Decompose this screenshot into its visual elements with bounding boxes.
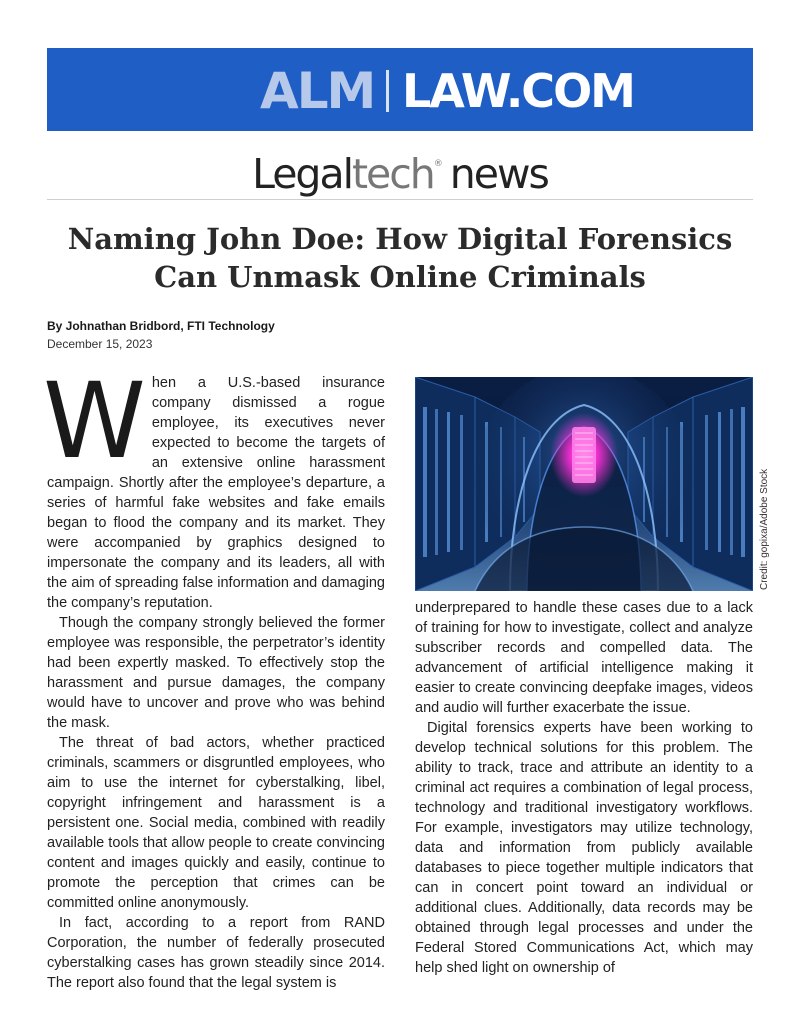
article-column-left: [43, 360, 385, 993]
logo-divider: [386, 70, 389, 112]
header-divider: [47, 199, 753, 200]
paragraph-3: The threat of bad actors, whether practiced criminals, scammers or disgruntled employees, who aim to use the internet for cyberstalking, libel, copyright infringement and harassment is a persistent one. Social media, combined with readily available tools that allow people to create convincing content and images quickly and easily, continue to promote the perception that crimes can be committed online anonymously.: [47, 735, 385, 911]
article-date: December 15, 2023: [47, 337, 153, 351]
law-com-logo: LAW.COM: [402, 64, 634, 118]
paragraph-1-text: hen a U.S.-based insurance company dismissed a rogue employee, its executives never expected to become the targets of an extensive online harassment campaign. Shortly after the employee’s departure, a series of harmful fake websites and fake emails began to flood the company and its market. They were accompanied by graphics designed to impersonate the company and its leaders, all with the aim of spreading false information and damaging the company’s reputation.: [47, 375, 385, 611]
brand-tech: tech: [351, 150, 434, 198]
paragraph-6: Digital forensics experts have been working to develop technical solutions for this problem. The ability to track, trace and attribute an identity to a criminal act requires a combination of legal process, technology and traditional investigatory workflows. For example, investigators may utilize technology, data and information from publicly available databases to piece together multiple indicators that can in concert point toward an individual or additional clues. Additionally, data records may be obtained through legal processes and under the Federal Stored Communications Act, which may help shed light on ownership of: [415, 720, 753, 976]
paragraph-2: Though the company strongly believed the former employee was responsible, the perpetrator’s identity had been expertly masked. To effectively stop the harassment and pursue damages, the company would have to uncover and prove who was behind the mask.: [47, 615, 385, 731]
photo-credit: Credit: gopixa/Adobe Stock: [759, 468, 770, 590]
masthead-banner: [47, 48, 753, 131]
paragraph-1: [43, 360, 385, 613]
paragraph-4: In fact, according to a report from RAND Corporation, the number of federally prosecuted cyberstalking cases has grown steadily since 2014. The report also found that the legal system is: [47, 915, 385, 991]
brand-news: news: [449, 150, 548, 198]
brand-legal: Legal: [252, 150, 352, 198]
hooded-figure-server-room-photo: [415, 377, 753, 591]
registered-mark: ®: [433, 159, 443, 169]
article-byline: By Johnathan Bridbord, FTI Technology: [47, 319, 275, 333]
drop-cap: W: [43, 360, 146, 482]
paragraph-5: underprepared to handle these cases due to a lack of training for how to investigate, collect and analyze subscriber records and compelled data. The advancement of artificial intelligence making it easier to create convincing deepfake images, videos and audio will further exacerbate the issue.: [415, 600, 753, 716]
article-column-right: [415, 598, 753, 978]
alm-logo: ALM: [260, 62, 375, 120]
legaltech-news-logo: [0, 136, 800, 202]
article-title: Naming John Doe: How Digital Forensics Can Unmask Online Criminals: [67, 222, 733, 294]
photo-illustration: [415, 377, 753, 591]
